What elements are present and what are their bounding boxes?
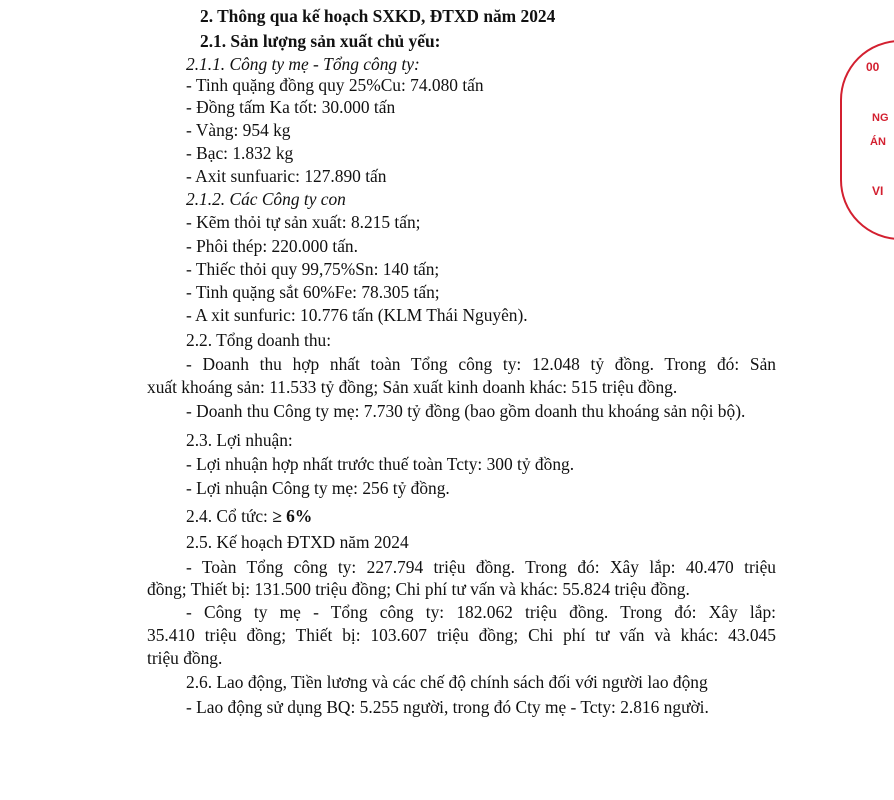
paragraph-line: - Doanh thu hợp nhất toàn Tổng công ty: 12.048 tỷ đồng. Trong đó: Sản — [186, 354, 776, 374]
subsection-heading: 2.2. Tổng doanh thu: — [186, 330, 332, 350]
list-item: - Phôi thép: 220.000 tấn. — [186, 236, 358, 256]
paragraph-line: triệu đồng. — [147, 648, 223, 668]
subsection-heading: 2.1.1. Công ty mẹ - Tổng công ty: — [186, 54, 420, 74]
list-item: - A xit sunfuric: 10.776 tấn (KLM Thái Nguyên). — [186, 305, 528, 325]
subsection-heading: 2.1. Sản lượng sản xuất chủ yếu: — [200, 31, 441, 51]
list-item: - Thiếc thỏi quy 99,75%Sn: 140 tấn; — [186, 259, 440, 279]
list-item: - Tinh quặng đồng quy 25%Cu: 74.080 tấn — [186, 75, 484, 95]
paragraph-line: đồng; Thiết bị: 131.500 triệu đồng; Chi phí tư vấn và khác: 55.824 triệu đồng. — [147, 579, 690, 599]
list-item: - Lao động sử dụng BQ: 5.255 người, trong đó Cty mẹ - Tcty: 2.816 người. — [186, 697, 709, 717]
subsection-heading: 2.5. Kế hoạch ĐTXD năm 2024 — [186, 532, 409, 552]
subsection-heading: 2.3. Lợi nhuận: — [186, 430, 293, 450]
list-item: - Tinh quặng sắt 60%Fe: 78.305 tấn; — [186, 282, 440, 302]
subsection-heading: 2.6. Lao động, Tiền lương và các chế độ chính sách đối với người lao động — [186, 672, 708, 692]
list-item: - Kẽm thỏi tự sản xuất: 8.215 tấn; — [186, 212, 421, 232]
list-item: - Đồng tấm Ka tốt: 30.000 tấn — [186, 97, 396, 117]
stamp-fragment: NG — [872, 112, 889, 124]
stamp-fragment: VI — [872, 184, 884, 198]
stamp-fragment: ÁN — [870, 136, 886, 148]
list-item: - Axit sunfuaric: 127.890 tấn — [186, 166, 387, 186]
paragraph-line: xuất khoáng sản: 11.533 tỷ đồng; Sản xuất kinh doanh khác: 515 triệu đồng. — [147, 377, 678, 397]
list-item: - Lợi nhuận hợp nhất trước thuế toàn Tcty: 300 tỷ đồng. — [186, 454, 575, 474]
dividend-value: ≥ 6% — [272, 506, 313, 526]
stamp-fragment: 00 — [866, 60, 880, 74]
paragraph-line: - Công ty mẹ - Tổng công ty: 182.062 triệu đồng. Trong đó: Xây lắp: — [186, 602, 776, 622]
paragraph-line: - Toàn Tổng công ty: 227.794 triệu đồng. Trong đó: Xây lắp: 40.470 triệu — [186, 557, 776, 577]
section-heading: 2. Thông qua kế hoạch SXKD, ĐTXD năm 2024 — [200, 6, 556, 26]
paragraph-line: 35.410 triệu đồng; Thiết bị: 103.607 triệu đồng; Chi phí tư vấn và khác: 43.045 — [147, 625, 776, 645]
paragraph-line: - Doanh thu Công ty mẹ: 7.730 tỷ đồng (bao gồm doanh thu khoáng sản nội bộ). — [186, 401, 746, 421]
subsection-heading: 2.4. Cổ tức: ≥ 6% — [186, 506, 313, 526]
list-item: - Bạc: 1.832 kg — [186, 143, 294, 163]
list-item: - Vàng: 954 kg — [186, 120, 291, 140]
list-item: - Lợi nhuận Công ty mẹ: 256 tỷ đồng. — [186, 478, 450, 498]
subsection-heading: 2.1.2. Các Công ty con — [186, 189, 346, 209]
